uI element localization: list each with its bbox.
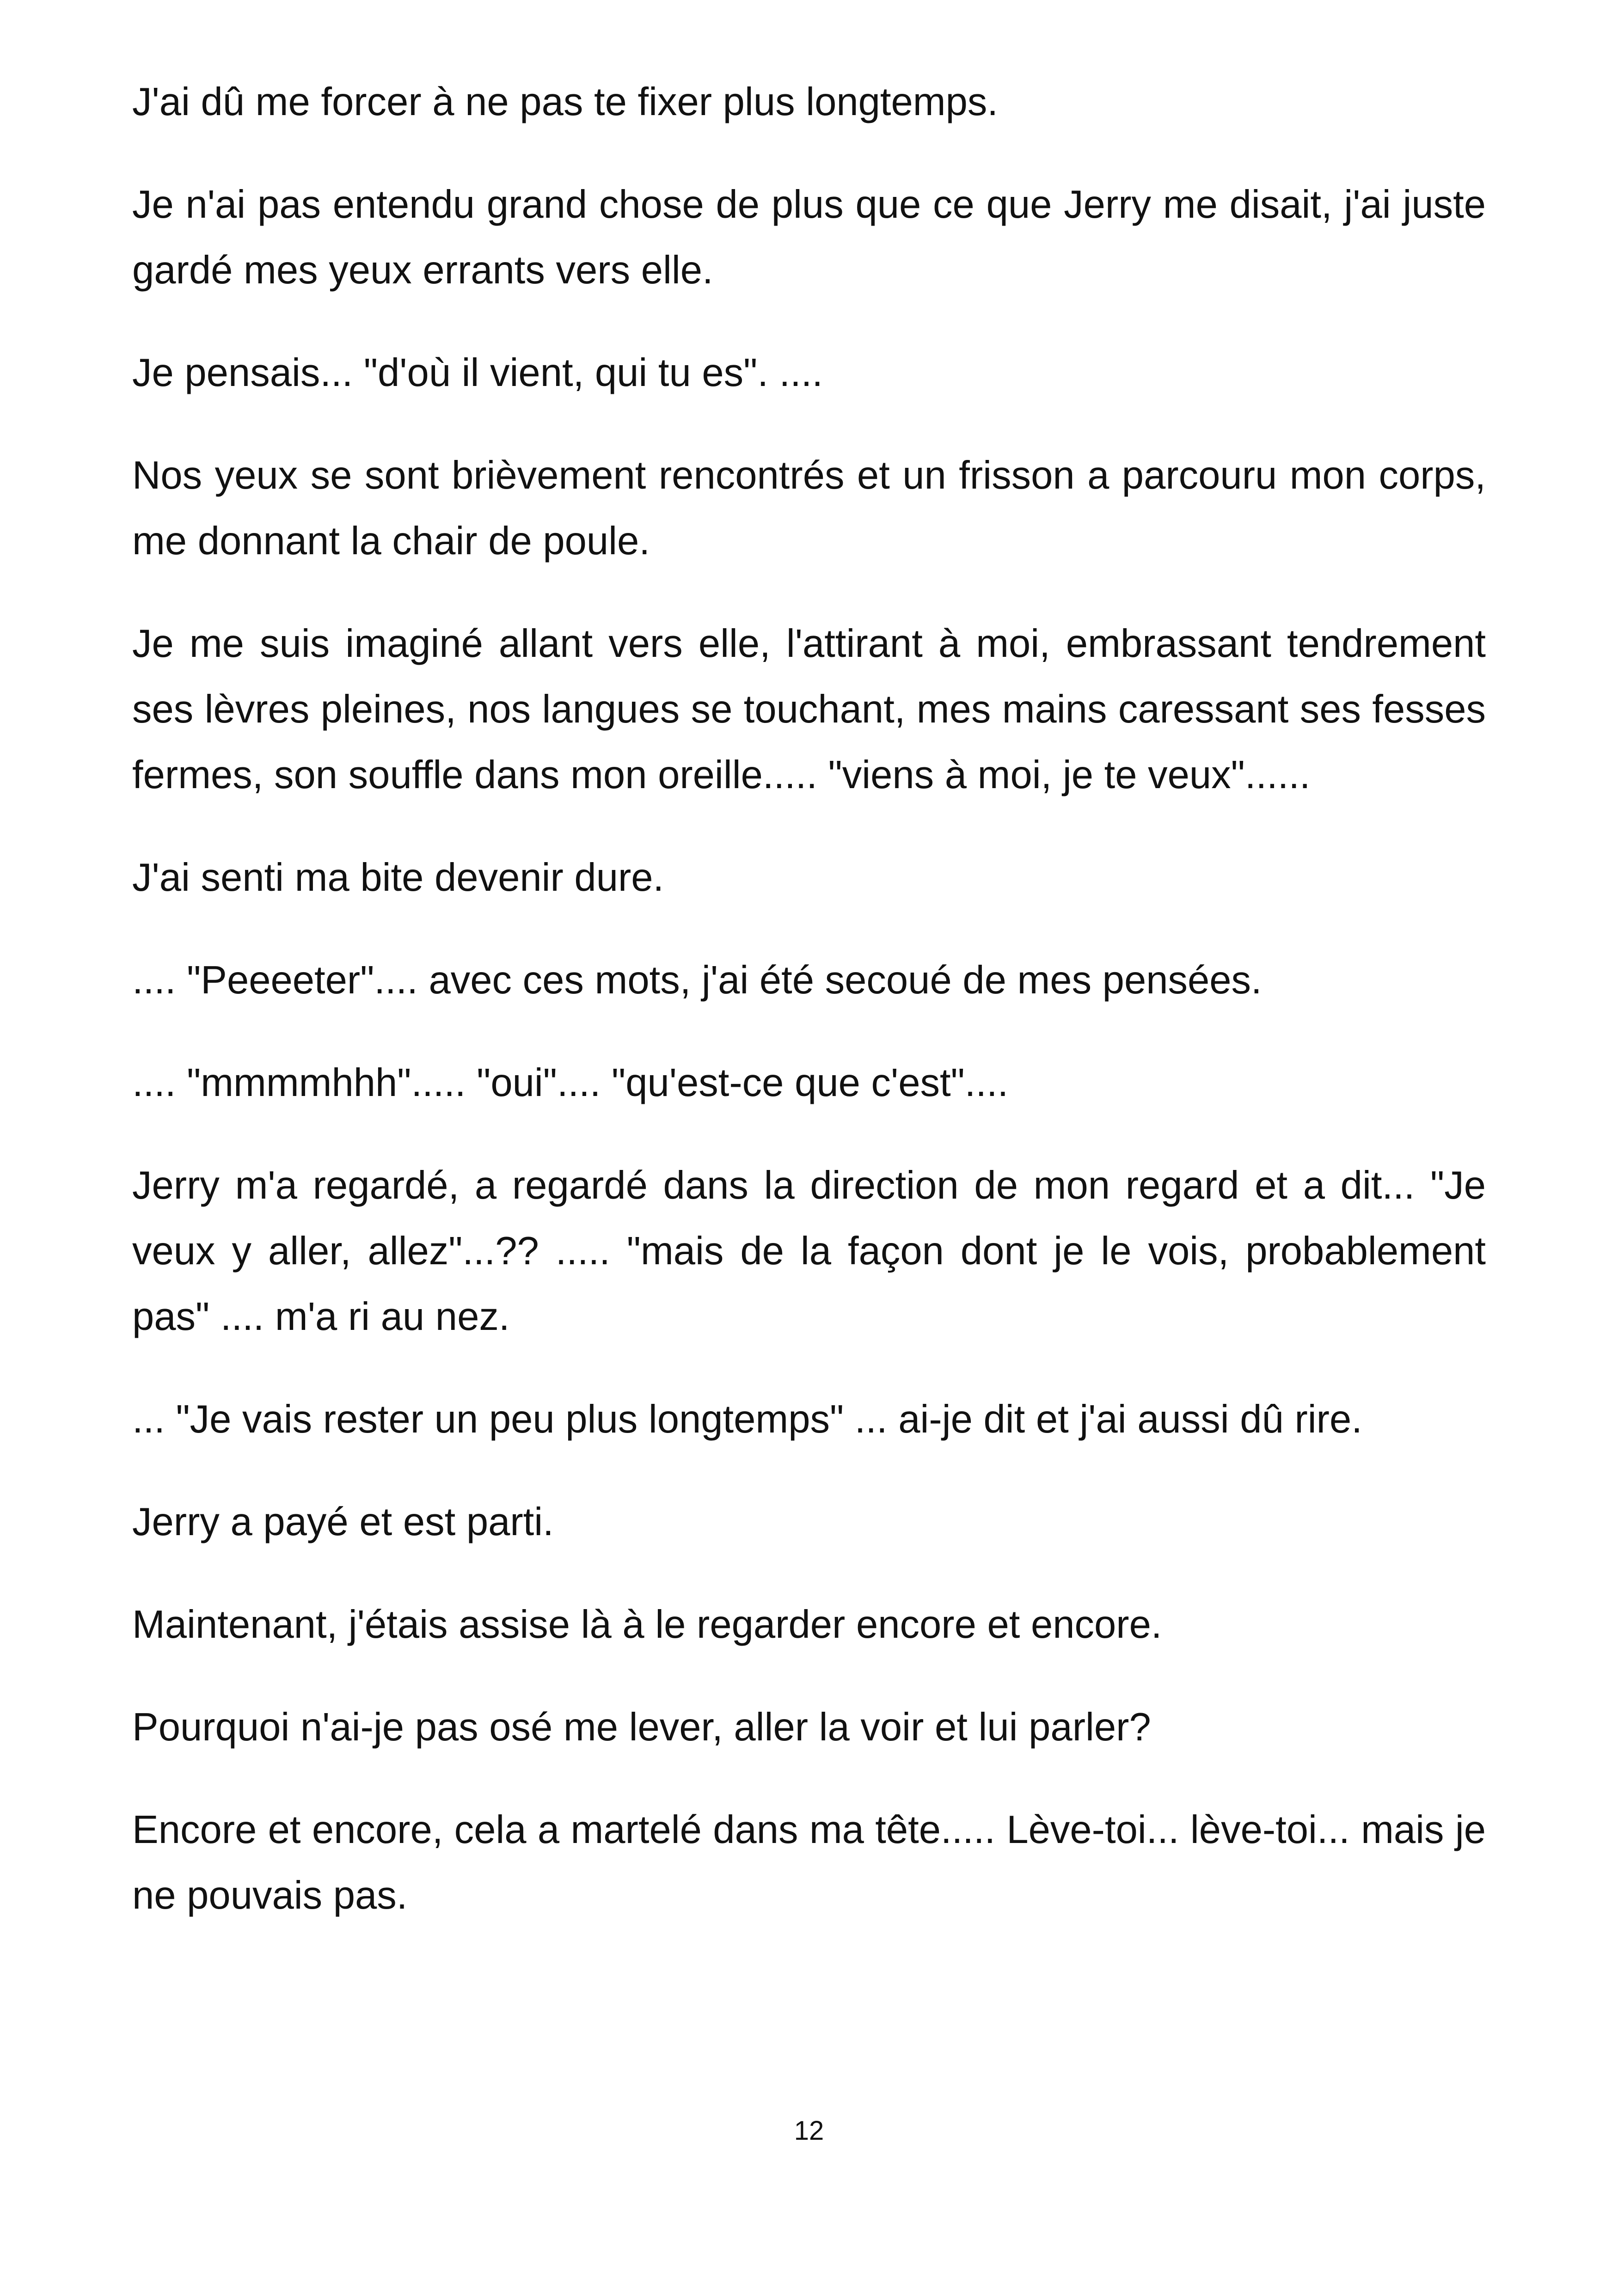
paragraph: ... "Je vais rester un peu plus longtemps" ... ai-je dit et j'ai aussi dû rire. [132,1397,1362,1441]
paragraph: Jerry m'a regardé, a regardé dans la direction de mon regard et a dit... "Je veux y aller, allez"...?? ..... "mais de la façon dont je le vois, probablement pas" .... m'a ri au nez. [132,1163,1486,1339]
paragraph: Nos yeux se sont brièvement rencontrés et un frisson a parcouru mon corps, me donnant la chair de poule. [132,453,1486,563]
paragraph: .... "mmmmhhh"..... "oui".... "qu'est-ce que c'est".... [132,1061,1009,1105]
paragraph: Maintenant, j'étais assise là à le regarder encore et encore. [132,1603,1162,1647]
paragraph: J'ai senti ma bite devenir dure. [132,856,664,900]
paragraph: Je n'ai pas entendu grand chose de plus que ce que Jerry me disait, j'ai juste gardé mes yeux errants vers elle. [132,183,1486,292]
paragraph: Jerry a payé et est parti. [132,1500,554,1544]
paragraph: Je me suis imaginé allant vers elle, l'attirant à moi, embrassant tendrement ses lèvres pleines, nos langues se touchant, mes mains caressant ses fesses fermes, son souffle dans mon oreille..... "viens à moi, je te veux"...... [132,622,1486,797]
paragraph: .... "Peeeeter".... avec ces mots, j'ai été secoué de mes pensées. [132,958,1262,1002]
paragraph: Je pensais... "d'où il vient, qui tu es". .... [132,351,823,395]
page-number: 12 [794,2116,824,2146]
paragraph: Encore et encore, cela a martelé dans ma tête..... Lève-toi... lève-toi... mais je ne pouvais pas. [132,1808,1486,1917]
paragraph: Pourquoi n'ai-je pas osé me lever, aller la voir et lui parler? [132,1705,1151,1749]
paragraph: J'ai dû me forcer à ne pas te fixer plus longtemps. [132,80,998,124]
body-text [132,69,1486,1965]
